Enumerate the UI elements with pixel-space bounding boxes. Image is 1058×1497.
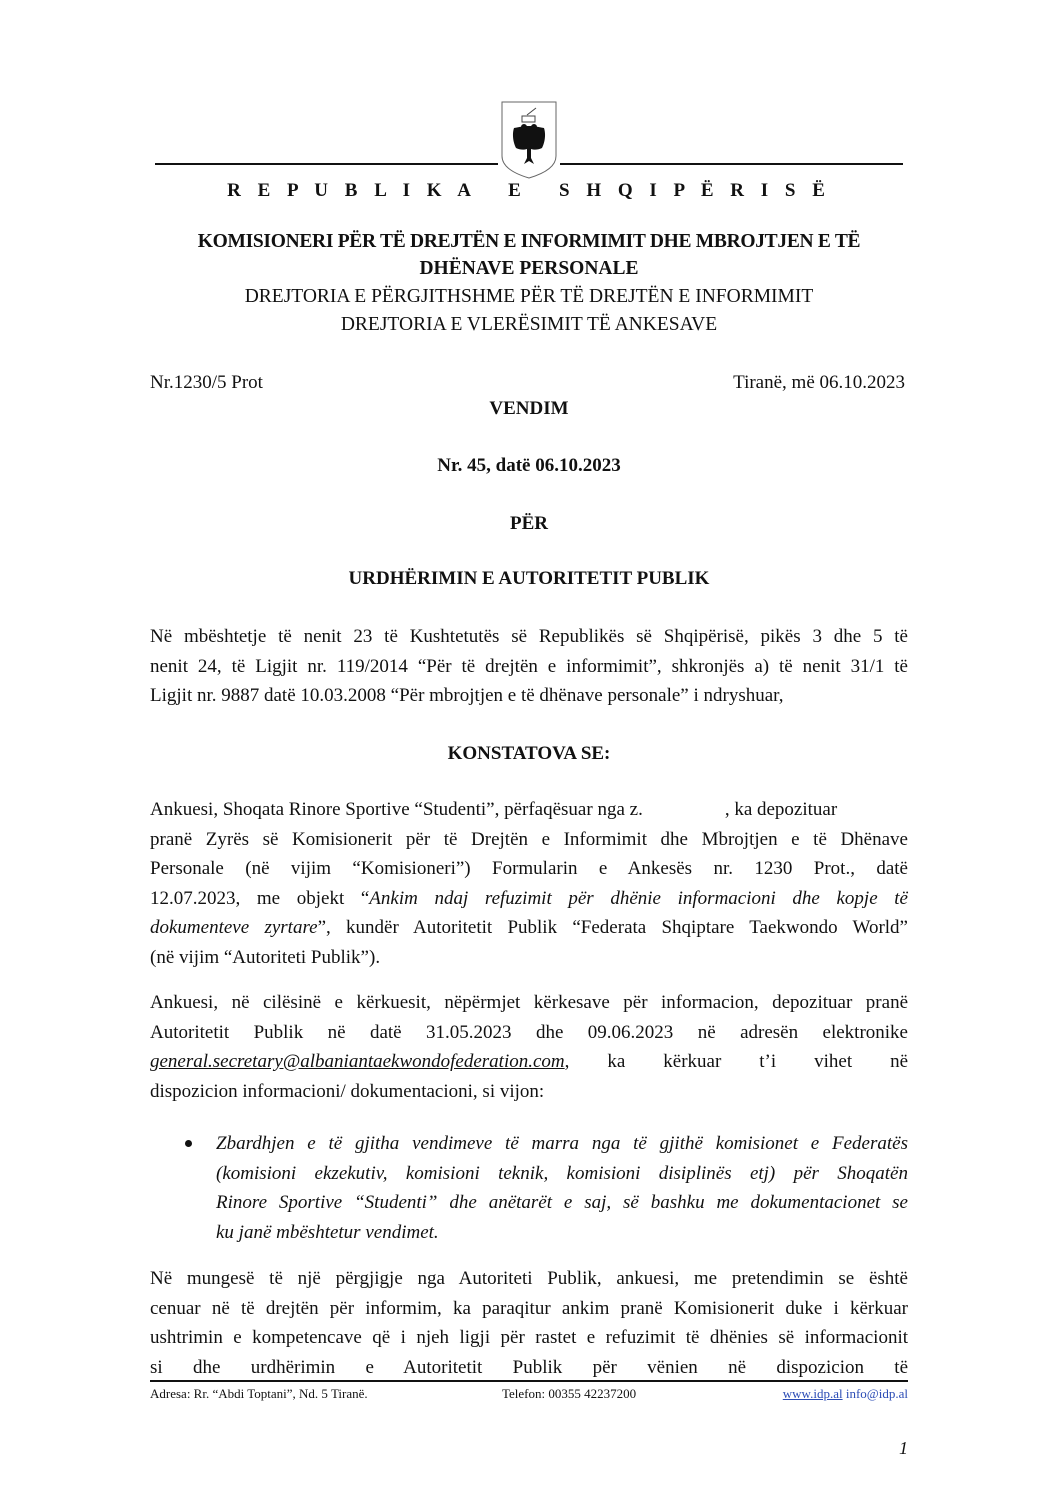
complainant-text: Ankuesi, Shoqata Rinore Sportive “Studenti”, përfaqësuar nga z. xyxy=(150,799,643,820)
preamble-line: Në mbështetje të nenit 23 të Kushtetutës së Republikës së Shqipërisë, pikës 3 dhe 5 të xyxy=(150,626,908,647)
page-number: 1 xyxy=(899,1438,908,1458)
deposit-text: , ka depozituar xyxy=(724,799,838,820)
paragraph-line: Autoritetit Publik në datë 31.05.2023 dhe 09.06.2023 në adresën elektronike xyxy=(150,1021,908,1043)
website-link[interactable]: www.idp.al xyxy=(782,1386,843,1401)
paragraph-line: dispozicion informacioni/ dokumentacioni, si vijon: xyxy=(150,1080,545,1102)
paragraph-line: cenuar në të drejtën për informim, ka paraqitur ankim pranë Komisionerit duke i kërkuar xyxy=(150,1297,908,1319)
email-link[interactable]: info@idp.al xyxy=(845,1386,908,1401)
bullet-line: (komisioni ekzekutiv, komisioni teknik, komisioni disiplinës etj) për Shoqatën xyxy=(216,1162,908,1184)
request-paragraph xyxy=(150,988,908,1106)
bullet-icon xyxy=(185,1140,192,1147)
footer-address: Adresa: Rr. “Abdi Toptani”, Nd. 5 Tiranë. xyxy=(150,1386,368,1401)
request-text: , ka kërkuar t’i vihet në xyxy=(564,1051,908,1072)
protocol-number: Nr.1230/5 Prot xyxy=(150,372,263,393)
bullet-line: Zbardhjen e të gjitha vendimeve të marra nga të gjithë komisionet e Federatës xyxy=(216,1133,908,1154)
bullet-line: Rinore Sportive “Studenti” dhe anëtarët e saj, së bashku me dokumentacionet se xyxy=(216,1192,908,1213)
paragraph-line: Personale (në vijim “Komisioneri”) Formularin e Ankesës nr. 1230 Prot., datë xyxy=(150,858,908,879)
place-date: Tiranë, më 06.10.2023 xyxy=(733,372,905,393)
albanian-coat-of-arms-icon xyxy=(500,100,558,180)
preamble-line: nenit 24, të Ligjit nr. 119/2014 “Për të drejtën e informimit”, shkronjës a) të nenit 31/1 të xyxy=(150,655,908,677)
paragraph-line: ushtrimin e kompetencave që i njeh ligji për rastet e refuzimit të dhënies së informacionit xyxy=(150,1327,908,1348)
requested-items-bullet xyxy=(216,1129,908,1247)
paragraph-line: pranë Zyrës së Komisionerit për të Drejtën e Informimit dhe Mbrojtjen e të Dhënave xyxy=(150,828,908,850)
object-prefix: 12.07.2023, me objekt “ xyxy=(150,887,370,909)
decision-title: VENDIM xyxy=(489,398,569,419)
paragraph-line: Ankuesi, në cilësinë e kërkuesit, nëpërmjet kërkesave për informacion, depozituar pranë xyxy=(150,992,908,1013)
footer-rule xyxy=(150,1380,908,1382)
footer-contacts xyxy=(783,1386,908,1402)
paragraph-line xyxy=(150,884,908,914)
decision-per: PËR xyxy=(510,513,548,534)
paragraph-line: si dhe urdhërimin e Autoritetit Publik për vënien në dispozicion të xyxy=(150,1356,908,1378)
preamble-line: Ligjit nr. 9887 datë 10.03.2008 “Për mbrojtjen e të dhënave personale” i ndryshuar, xyxy=(150,685,784,706)
paragraph-line xyxy=(150,1047,908,1077)
paragraph-line: (në vijim “Autoriteti Publik”). xyxy=(150,946,381,968)
appeal-paragraph xyxy=(150,1264,908,1382)
bullet-line: ku janë mbështetur vendimet. xyxy=(216,1221,439,1243)
institution-name-line1: KOMISIONERI PËR TË DREJTËN E INFORMIMIT DHE MBROJTJEN E TË xyxy=(197,231,861,252)
authority-text: ”, kundër Autoritetit Publik “Federata Shqiptare Taekwondo World” xyxy=(317,917,908,938)
decision-number: Nr. 45, datë 06.10.2023 xyxy=(437,455,621,476)
object-italic: Ankim ndaj refuzimit për dhënie informacioni dhe kopje të xyxy=(369,887,908,909)
country-name: R E P U B L I K A E S H Q I P Ë R I S Ë xyxy=(227,180,831,201)
directorate: DREJTORIA E VLERËSIMIT TË ANKESAVE xyxy=(340,314,718,335)
header-rule-left xyxy=(155,163,498,165)
complaint-paragraph xyxy=(150,795,908,972)
footer-phone: Telefon: 00355 42237200 xyxy=(502,1386,637,1401)
directorate-general: DREJTORIA E PËRGJITHSHME PËR TË DREJTËN E INFORMIMIT xyxy=(244,286,814,307)
paragraph-line: Në mungesë të një përgjigje nga Autoriteti Publik, ankuesi, me pretendimin se është xyxy=(150,1268,908,1289)
object-italic-cont: dokumenteve zyrtare xyxy=(150,917,318,938)
preamble-paragraph xyxy=(150,622,908,711)
authority-email-link[interactable]: general.secretary@albaniantaekwondofederation.com xyxy=(150,1051,565,1072)
institution-name-line2: DHËNAVE PERSONALE xyxy=(419,258,639,279)
paragraph-line xyxy=(150,913,908,943)
header-rule-right xyxy=(560,163,903,165)
decision-subject: URDHËRIMIN E AUTORITETIT PUBLIK xyxy=(348,568,710,589)
section-heading: KONSTATOVA SE: xyxy=(447,743,611,764)
paragraph-line xyxy=(150,795,908,825)
